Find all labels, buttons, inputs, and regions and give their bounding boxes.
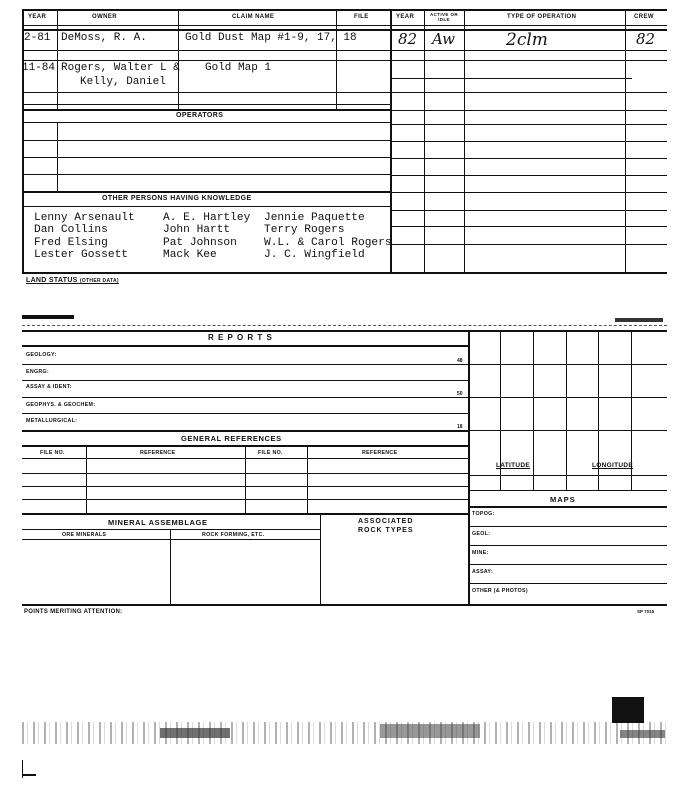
ref-header-file-no-2: FILE NO. bbox=[258, 450, 283, 456]
person-name: John Hartt bbox=[163, 224, 231, 237]
header-crew: CREW bbox=[634, 14, 654, 20]
scan-mark bbox=[612, 697, 644, 723]
person-name: Terry Rogers bbox=[264, 224, 345, 237]
ref-header-reference: REFERENCE bbox=[140, 450, 176, 456]
persons-col3 bbox=[264, 212, 392, 262]
header-year: YEAR bbox=[28, 14, 47, 20]
land-status-title: LAND STATUS bbox=[26, 277, 78, 284]
row2-claim: Gold Map 1 bbox=[205, 62, 272, 74]
report-number: 50 bbox=[457, 391, 463, 397]
person-name: J. C. Wingfield bbox=[264, 249, 365, 262]
person-name: Fred Elsing bbox=[34, 236, 108, 249]
activity-year: 82 bbox=[398, 30, 418, 48]
other-persons-title: OTHER PERSONS HAVING KNOWLEDGE bbox=[102, 195, 252, 202]
rock-types-header: ROCK TYPES bbox=[358, 527, 414, 534]
operators-title: OPERATORS bbox=[176, 112, 224, 119]
row2-year: 11-84 bbox=[22, 62, 56, 74]
activity-type-of-operation: 2clm bbox=[506, 30, 548, 50]
report-geophys-geochem: GEOPHYS. & GEOCHEM: bbox=[26, 402, 96, 408]
scan-mark bbox=[22, 774, 36, 776]
maps-geol: GEOL: bbox=[472, 531, 491, 537]
header-type-of-operation: TYPE OF OPERATION bbox=[507, 14, 577, 20]
persons-col2 bbox=[163, 212, 250, 262]
ref-header-reference-2: REFERENCE bbox=[362, 450, 398, 456]
scan-mark bbox=[160, 728, 230, 738]
maps-topog: TOPOG: bbox=[472, 511, 495, 517]
ref-header-file-no: FILE NO. bbox=[40, 450, 65, 456]
form-number: SP 7015 bbox=[637, 609, 655, 614]
mineral-assemblage-title: MINERAL ASSEMBLAGE bbox=[108, 518, 208, 527]
row2-owner: Rogers, Walter L & bbox=[61, 62, 180, 74]
person-name: Jennie Paquette bbox=[264, 212, 365, 224]
scan-mark bbox=[620, 730, 665, 738]
header-year-2: YEAR bbox=[396, 14, 415, 20]
row3-owner: Kelly, Daniel bbox=[80, 76, 166, 88]
activity-crew: 82 bbox=[636, 30, 656, 48]
persons-col1 bbox=[34, 212, 135, 262]
person-name: Pat Johnson bbox=[163, 236, 237, 249]
person-name: Dan Collins bbox=[34, 224, 108, 237]
header-owner: OWNER bbox=[92, 14, 117, 20]
longitude-label: LONGITUDE bbox=[592, 462, 633, 469]
activity-active-or-idle: Aw bbox=[432, 30, 455, 48]
points-meriting-attention: POINTS MERITING ATTENTION: bbox=[24, 609, 123, 615]
maps-mine: MINE: bbox=[472, 550, 489, 556]
row1-year: 2-81 bbox=[24, 32, 51, 44]
header-active-or-idle: ACTIVE OR IDLE bbox=[429, 12, 459, 22]
report-engrg: ENGRG: bbox=[26, 369, 49, 375]
report-assay-ident: ASSAY & IDENT: bbox=[26, 384, 72, 390]
person-name: Lenny Arsenault bbox=[34, 212, 135, 224]
scan-mark bbox=[380, 724, 480, 738]
report-metallurgical: METALLURGICAL: bbox=[26, 418, 78, 424]
general-references-title: GENERAL REFERENCES bbox=[181, 434, 282, 443]
row1-claim: Gold Dust Map #1-9, 17, 18 bbox=[185, 32, 357, 44]
person-name: A. E. Hartley bbox=[163, 212, 251, 224]
person-name: W.L. & Carol Rogers bbox=[264, 236, 392, 249]
latitude-label: LATITUDE bbox=[496, 462, 531, 469]
reports-title: R E P O R T S bbox=[208, 333, 273, 342]
person-name: Mack Kee bbox=[163, 249, 217, 262]
ore-minerals-header: ORE MINERALS bbox=[62, 532, 107, 538]
report-number: 48 bbox=[457, 358, 463, 364]
report-geology: GEOLOGY: bbox=[26, 352, 57, 358]
header-claim-name: CLAIM NAME bbox=[232, 14, 275, 20]
scan-noise bbox=[22, 722, 667, 744]
row1-owner: DeMoss, R. A. bbox=[61, 32, 147, 44]
associated-header: ASSOCIATED bbox=[358, 518, 414, 525]
rock-forming-header: ROCK FORMING, ETC. bbox=[202, 532, 265, 538]
maps-other: OTHER (& PHOTOS) bbox=[472, 588, 528, 594]
maps-title: MAPS bbox=[550, 495, 576, 504]
scan-mark bbox=[615, 318, 663, 322]
report-number: 18 bbox=[457, 424, 463, 430]
land-status-label bbox=[26, 277, 119, 284]
header-file: FILE bbox=[354, 14, 369, 20]
land-status-sub: (OTHER DATA) bbox=[79, 278, 119, 284]
person-name: Lester Gossett bbox=[34, 249, 128, 262]
scan-mark bbox=[22, 315, 74, 319]
maps-assay: ASSAY: bbox=[472, 569, 493, 575]
